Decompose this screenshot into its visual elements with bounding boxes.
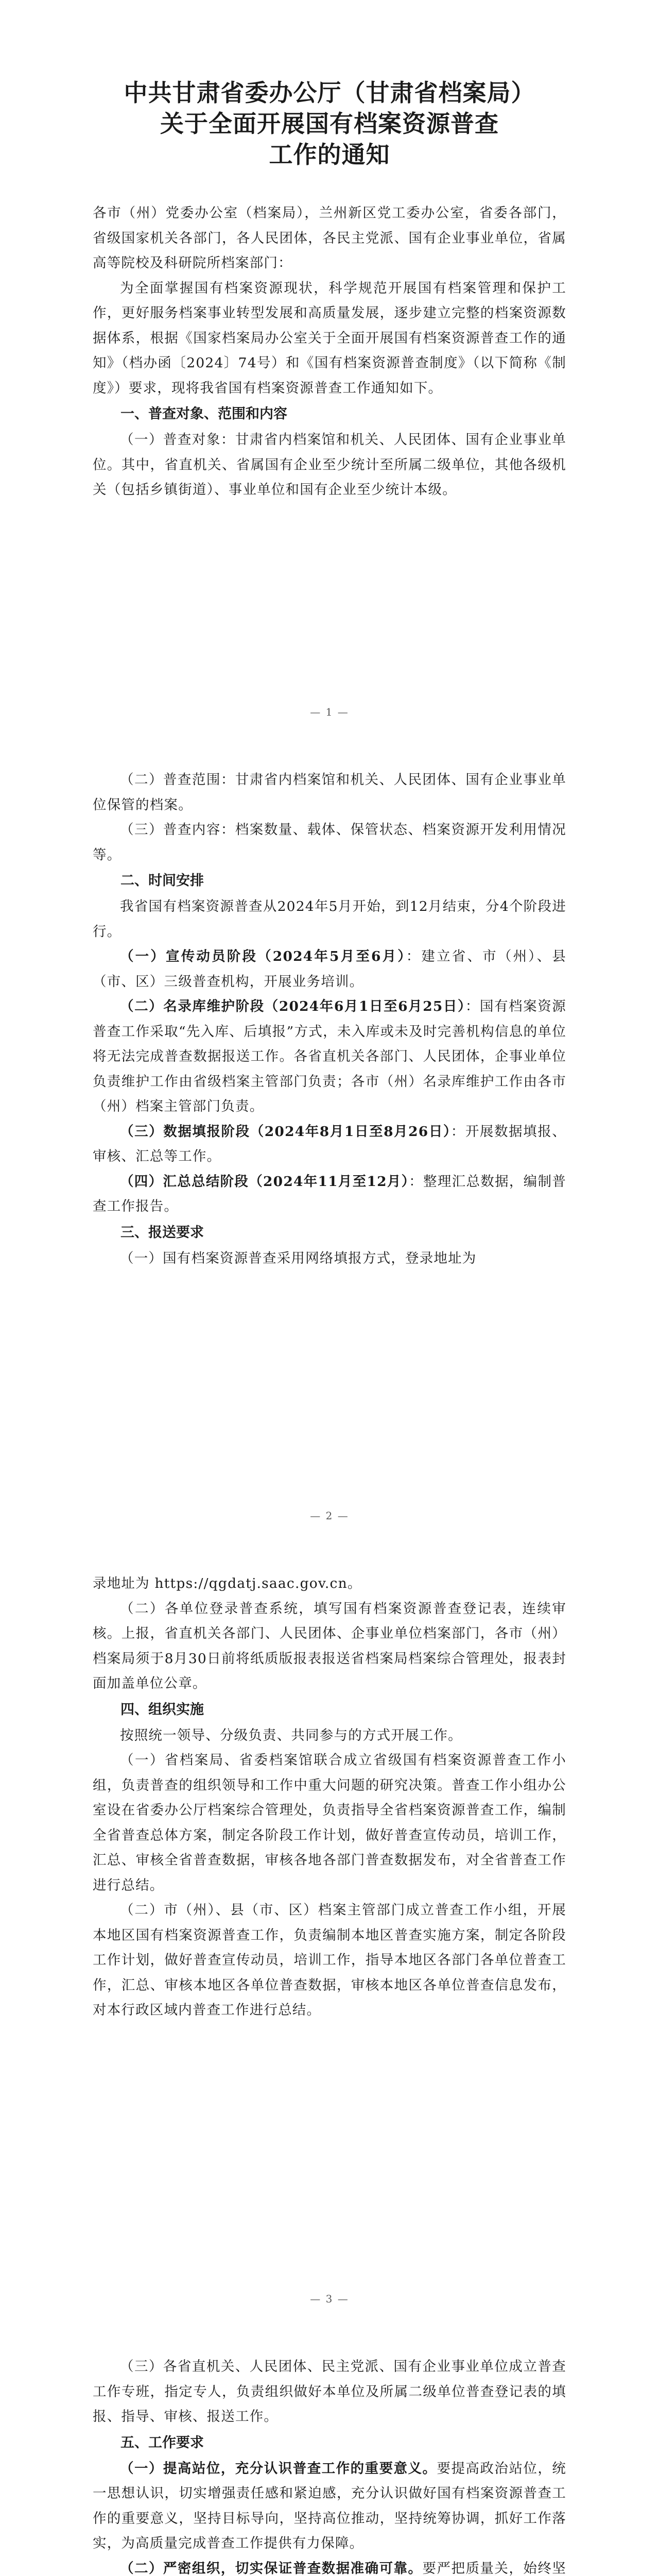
intro-paragraph: 为全面掌握国有档案资源现状，科学规范开展国有档案管理和保护工作，更好服务档案事业转型发展和高质量发展，逐步建立完整的档案资源数据体系，根据《国家档案局办公室关于全面开展国有档案资源普查工作的通知》（档办函〔2024〕74号）和《国有档案资源普查制度》（以下简称《制度》）要求，现将我省国有档案资源普查工作通知如下。 xyxy=(93,280,566,396)
section-2-para-3-text: ：开展数据填报、审核、汇总等工作。 xyxy=(93,1123,566,1164)
report-url-link[interactable]: https://qgdatj.saac.gov.cn。 xyxy=(154,1575,362,1591)
section-2-para-2-lead: （二）名录库维护阶段（2024年6月1日至6月25日） xyxy=(120,998,465,1014)
section-1-para-1: （一）普查对象：甘肃省内档案馆和机关、人民团体、国有企业事业单位。其中，省直机关、省属国有企业至少统计至所属二级单位，其他各级机关（包括乡镇街道）、事业单位和国有企业至少统计本级。 xyxy=(93,432,566,498)
section-2-para-3-lead: （三）数据填报阶段（2024年8月1日至8月26日） xyxy=(120,1123,451,1140)
section-3-para-1: （一）国有档案资源普查采用网络填报方式，登录地址为 xyxy=(120,1250,477,1266)
page-number: — 3 — xyxy=(310,2293,349,2305)
page-2-content xyxy=(93,768,566,1271)
section-5-para-1 xyxy=(93,2456,566,2556)
section-1-heading: 一、普查对象、范围和内容 xyxy=(120,406,287,422)
section-2-para-4-text: ：整理汇总数据，编制普查工作报告。 xyxy=(93,1173,566,1214)
section-4-para-3: （三）各省直机关、人民团体、民主党派、国有企业事业单位成立普查工作专班，指定专人，负责组织做好本单位及所属二级单位普查登记表的填报、指导、审核、报送工作。 xyxy=(93,2359,566,2425)
section-2-para-1-lead: （一）宣传动员阶段（2024年5月至6月） xyxy=(120,948,406,964)
section-5-para-1-lead: （一）提高站位，充分认识普查工作的重要意义。 xyxy=(120,2460,437,2477)
section-5-para-2 xyxy=(93,2556,566,2576)
section-2-para-1-text: ：建立省、市（州）、县（市、区）三级普查机构，开展业务培训。 xyxy=(93,948,566,990)
page-3-content xyxy=(93,1571,566,2023)
section-3-url-line: 录地址为 https://qgdatj.saac.gov.cn。 xyxy=(93,1575,362,1591)
doc-title-line-1: 中共甘肃省委办公厅（甘肃省档案局） xyxy=(124,79,535,107)
section-2-para-3 xyxy=(93,1120,566,1170)
section-4-para-2: （二）市（州）、县（市、区）档案主管部门成立普查工作小组，开展本地区国有档案资源普查工作，负责编制本地区普查实施方案，制定各阶段工作计划，做好普查宣传动员，培训工作，指导本地区各部门各单位普查工作，汇总、审核本地区各单位普查数据，审核本地区各单位普查信息发布，对本行政区域内普查工作进行总结。 xyxy=(93,1902,566,2018)
section-5-para-1-text: 要提高政治站位，统一思想认识，切实增强责任感和紧迫感，充分认识做好国有档案资源普查工作的重要意义，坚持目标导向，坚持高位推动，坚持统筹协调，抓好工作落实，为高质量完成普查工作提供有力保障。 xyxy=(93,2460,566,2551)
section-2-para-4 xyxy=(93,1170,566,1219)
section-4-heading: 四、组织实施 xyxy=(120,1701,204,1718)
page-1 xyxy=(0,0,659,732)
section-1-para-3: （三）普查内容：档案数量、载体、保管状态、档案资源开发利用情况等。 xyxy=(93,822,566,863)
section-2-para-0: 我省国有档案资源普查从2024年5月开始，到12月结束，分4个阶段进行。 xyxy=(93,899,566,940)
doc-title-line-2: 关于全面开展国有档案资源普查 xyxy=(160,110,499,138)
page-number: — 1 — xyxy=(310,706,349,718)
section-2-para-2-text: ：国有档案资源普查工作采取“先入库、后填报”方式，未入库或未及时完善机构信息的单位将无法完成普查数据报送工作。各省直机关各部门、人民团体，企事业单位负责维护工作由省级档案主管部门负责；各市（州）名录库维护工作由各市（州）档案主管部门负责。 xyxy=(93,998,566,1114)
page-3 xyxy=(0,1535,659,2318)
section-5-heading: 五、工作要求 xyxy=(120,2434,204,2451)
section-2-para-1 xyxy=(93,944,566,994)
recipients: 各市（州）党委办公室（档案局），兰州新区党工委办公室，省委各部门，省级国家机关各部门，各人民团体，各民主党派、国有企业事业单位，省属高等院校及科研院所档案部门： xyxy=(93,205,566,271)
page-1-content xyxy=(93,77,566,503)
section-2-heading: 二、时间安排 xyxy=(120,873,204,889)
page-4 xyxy=(0,2318,659,2576)
section-3-heading: 三、报送要求 xyxy=(120,1224,204,1241)
section-2-para-2 xyxy=(93,994,566,1120)
section-4-para-0: 按照统一领导、分级负责、共同参与的方式开展工作。 xyxy=(120,1727,462,1743)
section-4-para-1: （一）省档案局、省委档案馆联合成立省级国有档案资源普查工作小组，负责普查的组织领导和工作中重大问题的研究决策。普查工作小组办公室设在省委办公厅档案综合管理处，负责指导全省档案资源普查工作，编制全省普查总体方案，制定各阶段工作计划，做好普查宣传动员，培训工作，汇总、审核全省普查数据，审核各地各部门普查数据发布，对全省普查工作进行总结。 xyxy=(93,1752,566,1893)
section-5-para-2-text: 要严把质量关，始终坚 xyxy=(422,2560,567,2576)
section-2-para-4-lead: （四）汇总总结阶段（2024年11月至12月） xyxy=(120,1173,409,1190)
doc-title-line-3: 工作的通知 xyxy=(269,141,390,168)
section-3-para-2: （二）各单位登录普查系统，填写国有档案资源普查登记表，连续审核。上报，省直机关各部门、人民团体、企事业单位档案部门，各市（州）档案局须于8月30日前将纸质版报表报送省档案局档案综合管理处，报表封面加盖单位公章。 xyxy=(93,1600,566,1691)
page-number: — 2 — xyxy=(310,1510,349,1522)
section-1-para-2: （二）普查范围：甘肃省内档案馆和机关、人民团体、国有企业事业单位保管的档案。 xyxy=(93,772,566,813)
page-2 xyxy=(0,732,659,1535)
section-5-para-2-lead: （二）严密组织，切实保证普查数据准确可靠。 xyxy=(120,2560,423,2576)
page-4-content xyxy=(93,2354,566,2576)
